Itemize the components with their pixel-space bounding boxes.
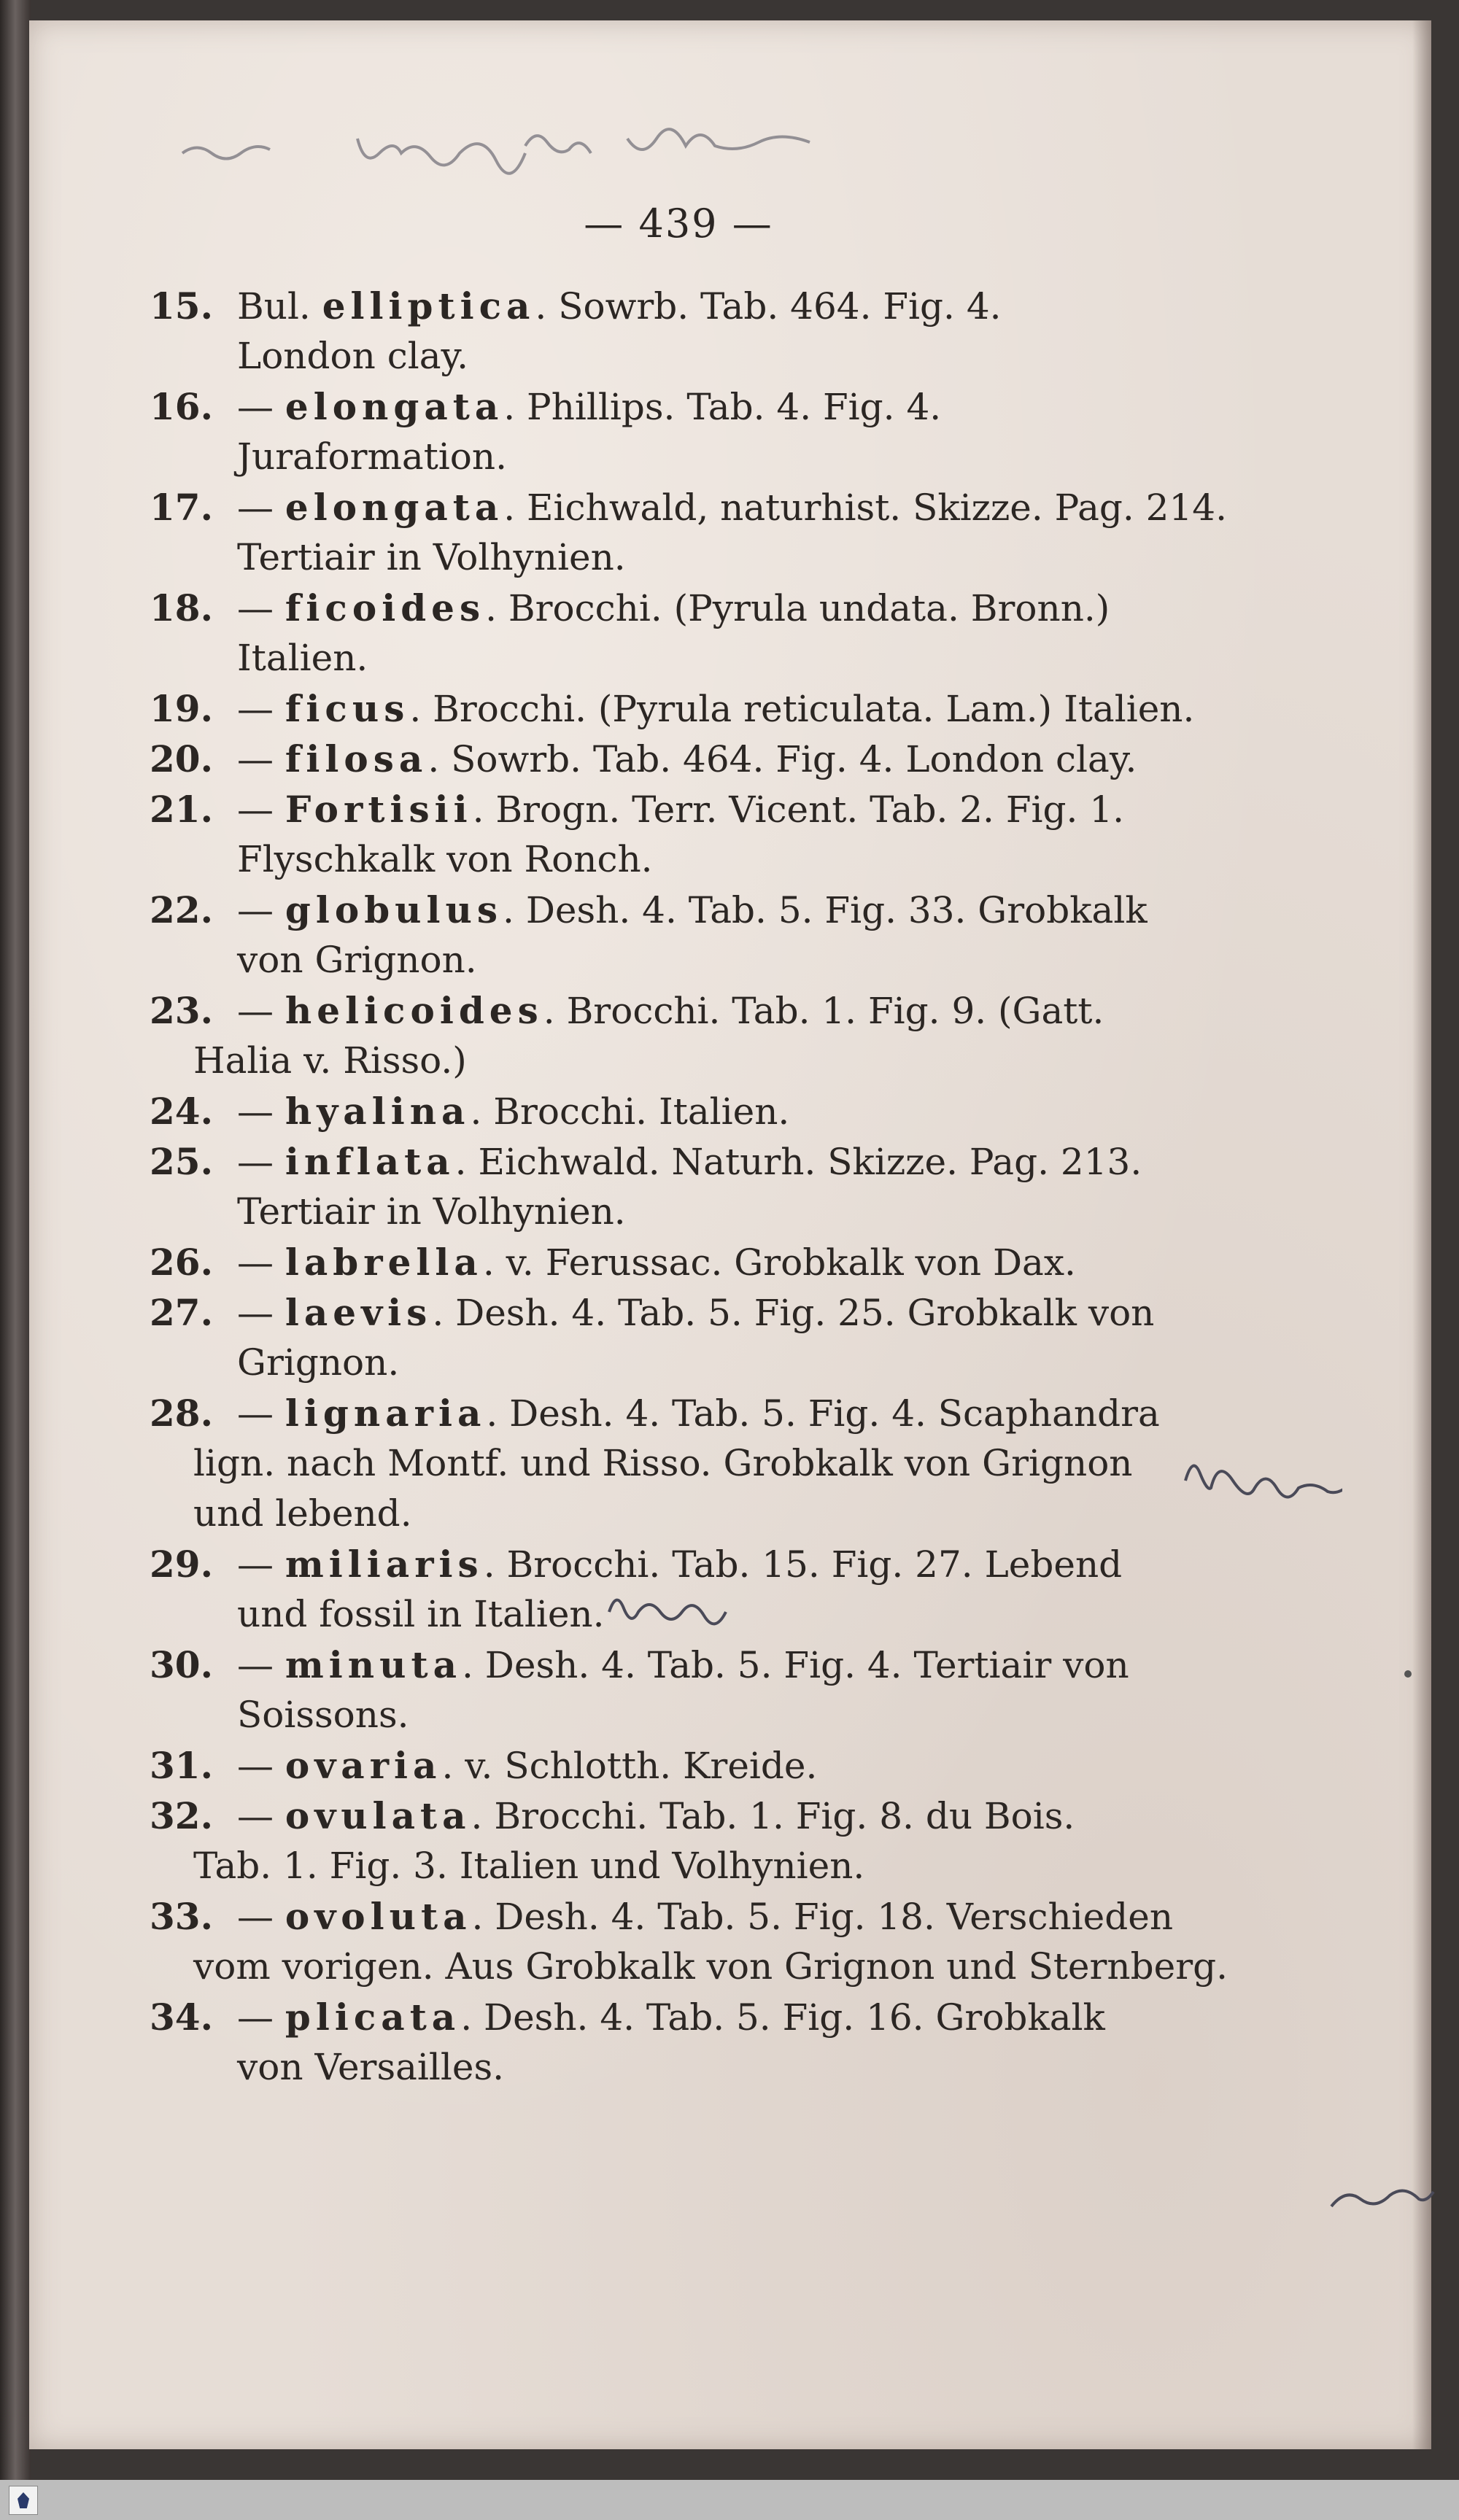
species-name: ficus (285, 687, 410, 730)
entry-number: 16. (150, 385, 213, 428)
entry-line (150, 985, 1244, 1036)
entry-continuation-line (150, 935, 1244, 985)
entry-text: — helicoides. Brocchi. Tab. 1. Fig. 9. (Gatt. (237, 989, 1104, 1032)
entry-continuation-line (150, 1438, 1244, 1489)
entry-line (150, 1640, 1244, 1690)
species-name: filosa (285, 737, 428, 780)
entry-text: — hyalina. Brocchi. Italien. (237, 1090, 790, 1133)
entry-number: 26. (150, 1241, 213, 1284)
entry-continuation-line (150, 1187, 1244, 1237)
entry-continuation-line (150, 331, 1244, 381)
entry-text: — ficoides. Brocchi. (Pyrula undata. Bronn.) (237, 586, 1110, 629)
entry-text: — ovulata. Brocchi. Tab. 1. Fig. 8. du Bois. (237, 1794, 1075, 1837)
species-name: ficoides (285, 586, 486, 629)
pencil-annotation-margin (1182, 1448, 1342, 1499)
entry-continuation-line (150, 1841, 1244, 1891)
scanner-footer-strip (0, 2480, 1459, 2520)
entry-line (150, 683, 1244, 734)
margin-mark (1404, 1670, 1412, 1678)
entry-continuation-line (150, 1690, 1244, 1740)
entry-line (150, 1539, 1244, 1589)
entry-number: 20. (150, 737, 213, 780)
pencil-annotation-top (175, 117, 854, 175)
entry-continuation-line (150, 2042, 1244, 2093)
entry-text: — labrella. v. Ferussac. Grobkalk von Dax. (237, 1241, 1076, 1284)
entry-number: 33. (150, 1895, 213, 1938)
entry-line (150, 1237, 1244, 1287)
entry-text: — filosa. Sowrb. Tab. 464. Fig. 4. London clay. (237, 737, 1137, 780)
entry-text: von Versailles. (237, 2046, 505, 2088)
species-name: inflata (285, 1140, 455, 1183)
entry-text: Soissons. (237, 1694, 409, 1736)
entry-text: und fossil in Italien. (237, 1593, 605, 1635)
entry-continuation-line (150, 633, 1244, 683)
entry-line (150, 1086, 1244, 1136)
entry-list (150, 281, 1244, 2093)
entry-line (150, 1740, 1244, 1791)
entry-continuation-line (150, 532, 1244, 583)
species-name: ovaria (285, 1744, 442, 1787)
entry-text: — Fortisii. Brogn. Terr. Vicent. Tab. 2. Fig. 1. (237, 788, 1125, 831)
entry-text: — elongata. Eichwald, naturhist. Skizze. Pag. 214. (237, 486, 1228, 529)
entry-number: 28. (150, 1392, 213, 1435)
species-name: elongata (285, 385, 504, 428)
entry-number: 31. (150, 1744, 213, 1787)
species-name: globulus (285, 888, 503, 931)
species-name: Fortisii (285, 788, 473, 831)
entry-number: 23. (150, 989, 213, 1032)
entry-text: — laevis. Desh. 4. Tab. 5. Fig. 25. Grobkalk von (237, 1291, 1155, 1334)
species-name: laevis (285, 1291, 433, 1334)
entry-continuation-line (150, 432, 1244, 482)
page-number: — 439 — (584, 201, 773, 247)
entry-line (150, 1992, 1244, 2042)
entry-text: — inflata. Eichwald. Naturh. Skizze. Pag. 213. (237, 1140, 1142, 1183)
species-name: elongata (285, 486, 504, 529)
entry-number: 19. (150, 687, 213, 730)
entry-line (150, 1388, 1244, 1438)
entry-text: — ovoluta. Desh. 4. Tab. 5. Fig. 18. Verschieden (237, 1895, 1174, 1938)
entry-text: — ovaria. v. Schlotth. Kreide. (237, 1744, 818, 1787)
entry-number: 34. (150, 1996, 213, 2039)
entry-number: 29. (150, 1543, 213, 1586)
entry-line (150, 885, 1244, 935)
entry-continuation-line (150, 1338, 1244, 1388)
entry-text: Bul. elliptica. Sowrb. Tab. 464. Fig. 4. (237, 284, 1002, 327)
entry-text: London clay. (237, 335, 469, 377)
entry-line (150, 1287, 1244, 1338)
entry-line (150, 734, 1244, 784)
scan-binding-edge (0, 0, 31, 2480)
entry-continuation-line (150, 834, 1244, 885)
entry-number: 15. (150, 284, 213, 327)
species-name: ovoluta (285, 1895, 472, 1938)
entry-text: und lebend. (193, 1492, 412, 1535)
entry-text: — globulus. Desh. 4. Tab. 5. Fig. 33. Grobkalk (237, 888, 1148, 931)
entry-line (150, 1136, 1244, 1187)
entry-number: 17. (150, 486, 213, 529)
entry-text: — plicata. Desh. 4. Tab. 5. Fig. 16. Grobkalk (237, 1996, 1105, 2039)
entry-text: von Grignon. (237, 939, 477, 981)
species-name: hyalina (285, 1090, 471, 1133)
entry-text: — elongata. Phillips. Tab. 4. Fig. 4. (237, 385, 942, 428)
entry-number: 32. (150, 1794, 213, 1837)
entry-number: 27. (150, 1291, 213, 1334)
species-name: helicoides (285, 989, 543, 1032)
species-name: lignaria (285, 1392, 487, 1435)
entry-line (150, 381, 1244, 432)
entry-text: — minuta. Desh. 4. Tab. 5. Fig. 4. Tertiair von (237, 1643, 1129, 1686)
entry-number: 24. (150, 1090, 213, 1133)
entry-continuation-line (150, 1942, 1244, 1992)
entry-number: 21. (150, 788, 213, 831)
entry-text: — lignaria. Desh. 4. Tab. 5. Fig. 4. Scaphandra (237, 1392, 1160, 1435)
entry-text: Flyschkalk von Ronch. (237, 838, 653, 880)
species-name: ovulata (285, 1794, 471, 1837)
entry-line (150, 482, 1244, 532)
entry-continuation-line (150, 1036, 1244, 1086)
entry-line (150, 1791, 1244, 1841)
entry-line (150, 784, 1244, 834)
entry-text: Tab. 1. Fig. 3. Italien und Volhynien. (193, 1845, 865, 1887)
entry-text: vom vorigen. Aus Grobkalk von Grignon und Sternberg. (193, 1945, 1228, 1988)
entry-text: Grignon. (237, 1341, 400, 1384)
entry-number: 22. (150, 888, 213, 931)
pencil-mark-lower (1328, 2177, 1437, 2214)
entry-number: 25. (150, 1140, 213, 1183)
entry-number: 30. (150, 1643, 213, 1686)
page-edge-shadow (1412, 20, 1431, 2449)
library-logo-icon (9, 2486, 38, 2515)
species-name: minuta (285, 1643, 463, 1686)
entry-continuation-line (150, 1489, 1244, 1539)
entry-number: 18. (150, 586, 213, 629)
pencil-annotation-inline (605, 1586, 737, 1627)
species-name: plicata (285, 1996, 461, 2039)
species-name: elliptica (322, 284, 535, 327)
species-name: miliaris (285, 1543, 484, 1586)
entry-line (150, 1891, 1244, 1942)
species-name: labrella (285, 1241, 483, 1284)
entry-text: — miliaris. Brocchi. Tab. 15. Fig. 27. Lebend (237, 1543, 1123, 1586)
entry-line (150, 281, 1244, 331)
entry-text: Juraformation. (237, 435, 507, 478)
entry-text: Tertiair in Volhynien. (237, 536, 626, 578)
entry-text: Halia v. Risso.) (193, 1039, 467, 1082)
entry-text: — ficus. Brocchi. (Pyrula reticulata. Lam.) Italien. (237, 687, 1195, 730)
entry-text: Tertiair in Volhynien. (237, 1190, 626, 1233)
entry-text: lign. nach Montf. und Risso. Grobkalk von Grignon (193, 1442, 1133, 1484)
entry-text: Italien. (237, 637, 368, 679)
entry-line (150, 583, 1244, 633)
